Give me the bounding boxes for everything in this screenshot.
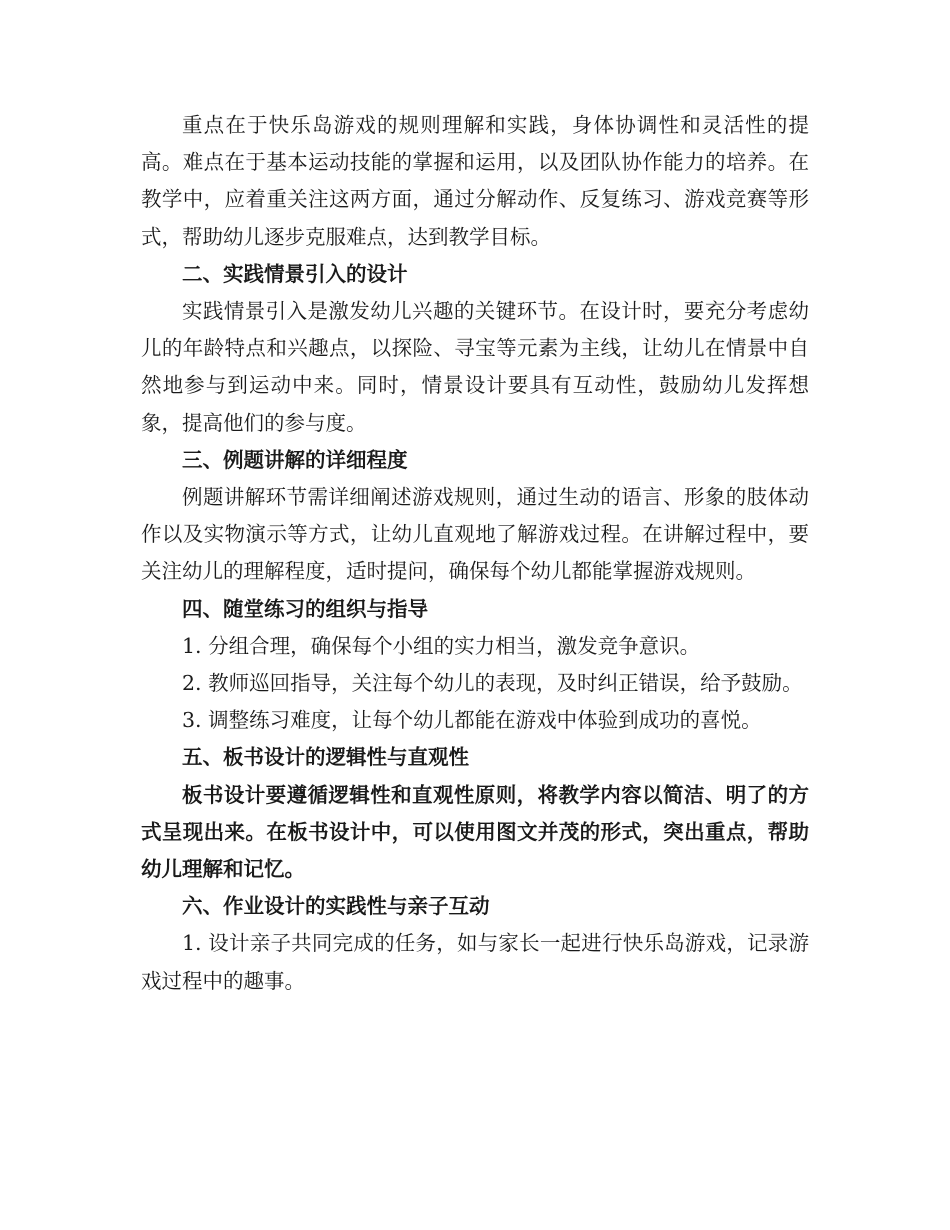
section-heading-6: 六、作业设计的实践性与亲子互动: [182, 894, 490, 919]
list-item: 1. 设计亲子共同完成的任务，如与家长一起进行快乐岛游戏，记录游戏过程中的趣事。: [141, 931, 809, 993]
section-heading-4: 四、随堂练习的组织与指导: [182, 596, 428, 621]
section-5-bold-paragraph: 板书设计要遵循逻辑性和直观性原则，将教学内容以简洁、明了的方式呈现出来。在板书设计中，可以使用图文并茂的形式，突出重点，帮助幼儿理解和记忆。: [141, 782, 809, 882]
list-item: 2. 教师巡回指导，关注每个幼儿的表现，及时纠正错误，给予鼓励。: [182, 671, 803, 696]
section-heading-5: 五、板书设计的逻辑性与直观性: [182, 745, 469, 770]
section-heading-3: 三、例题讲解的详细程度: [182, 447, 408, 472]
list-item: 1. 分组合理，确保每个小组的实力相当，激发竞争意识。: [182, 633, 701, 658]
intro-paragraph: 重点在于快乐岛游戏的规则理解和实践，身体协调性和灵活性的提高。难点在于基本运动技能的掌握和运用，以及团队协作能力的培养。在教学中，应着重关注这两方面，通过分解动作、反复练习、游戏竞赛等形式，帮助幼儿逐步克服难点，达到教学目标。: [141, 113, 809, 249]
document-page: [141, 107, 809, 1000]
list-item: 3. 调整练习难度，让每个幼儿都能在游戏中体验到成功的喜悦。: [182, 708, 762, 733]
section-2-paragraph: 实践情景引入是激发幼儿兴趣的关键环节。在设计时，要充分考虑幼儿的年龄特点和兴趣点，以探险、寻宝等元素为主线，让幼儿在情景中自然地参与到运动中来。同时，情景设计要具有互动性，鼓励幼儿发挥想象，提高他们的参与度。: [141, 299, 809, 435]
section-3-paragraph: 例题讲解环节需详细阐述游戏规则，通过生动的语言、形象的肢体动作以及实物演示等方式，让幼儿直观地了解游戏过程。在讲解过程中，要关注幼儿的理解程度，适时提问，确保每个幼儿都能掌握游戏规则。: [141, 485, 809, 584]
section-heading-2: 二、实践情景引入的设计: [182, 261, 408, 286]
